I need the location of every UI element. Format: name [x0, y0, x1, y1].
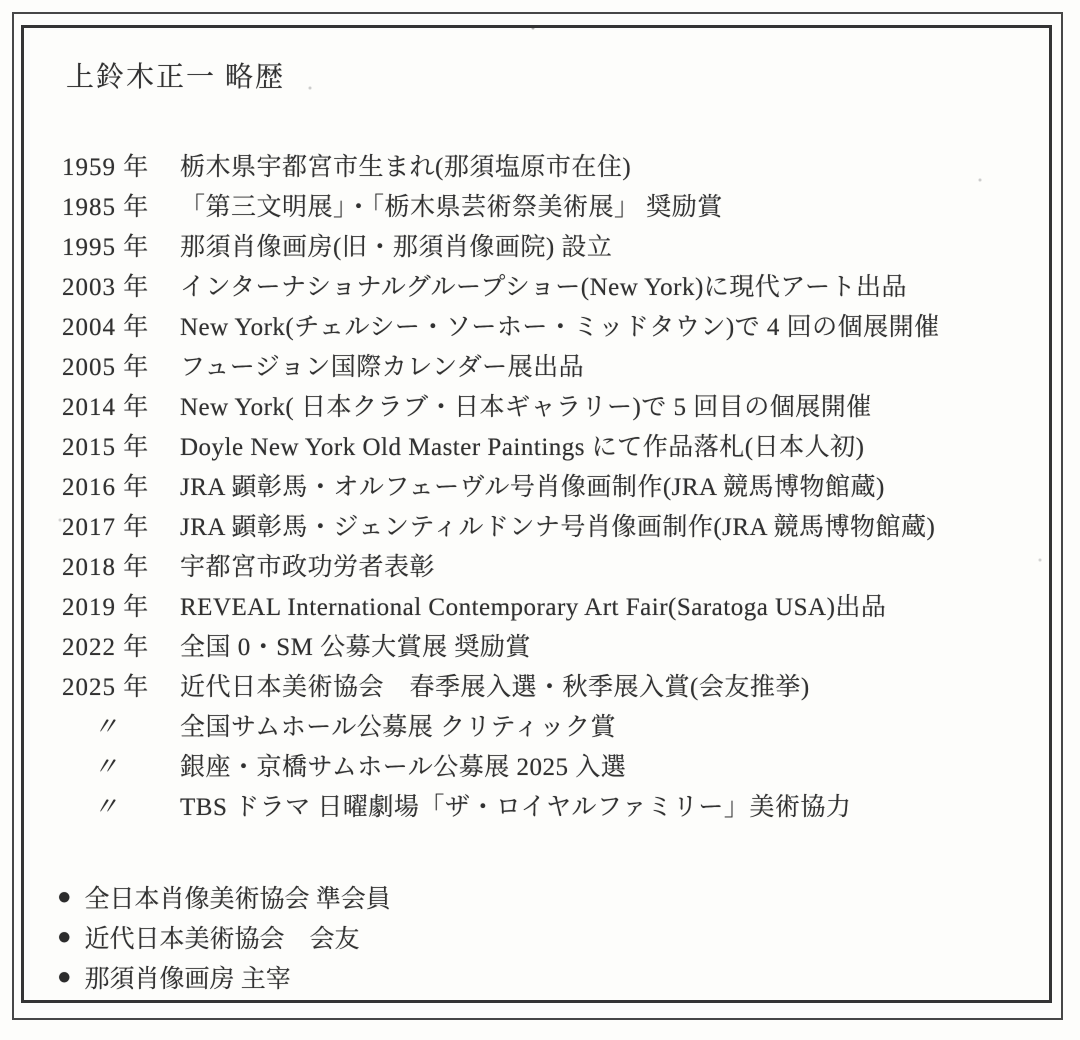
timeline-year: 2003 年: [62, 274, 150, 301]
timeline-text: 那須肖像画房(旧・那須肖像画院) 設立: [180, 234, 613, 261]
timeline-row: [62, 385, 1049, 425]
timeline-year: 2019 年: [62, 594, 150, 621]
membership-text: 全日本肖像美術協会 準会員: [84, 886, 391, 913]
timeline-year: 2018 年: [62, 554, 150, 581]
membership-item: [57, 877, 1049, 917]
timeline-text: 近代日本美術協会 春季展入選・秋季展入賞(会友推挙): [180, 674, 810, 701]
timeline-row: [62, 585, 1049, 625]
timeline-text: Doyle New York Old Master Paintings にて作品落札(日本人初): [180, 434, 865, 461]
timeline-text: 栃木県宇都宮市生まれ(那須塩原市在住): [180, 154, 632, 181]
timeline-ditto-mark: 〃: [92, 714, 119, 741]
timeline-year: 2004 年: [62, 314, 150, 341]
timeline-year: 1985 年: [62, 194, 150, 221]
timeline-row: [62, 705, 1049, 745]
timeline-year: 2005 年: [62, 354, 150, 381]
timeline-row: [62, 345, 1049, 385]
membership-item: [57, 917, 1049, 957]
timeline-text: JRA 顕彰馬・ジェンティルドンナ号肖像画制作(JRA 競馬博物館蔵): [180, 514, 936, 541]
timeline-text: New York( 日本クラブ・日本ギャラリー)で 5 回目の個展開催: [180, 394, 872, 421]
timeline-year: 2014 年: [62, 394, 150, 421]
timeline-ditto-mark: 〃: [92, 754, 119, 781]
timeline-text: 全国サムホール公募展 クリティック賞: [180, 714, 617, 741]
timeline-year: 1959 年: [62, 154, 150, 181]
timeline-row: [62, 425, 1049, 465]
timeline-list: [62, 145, 1049, 825]
membership-text: 近代日本美術協会 会友: [84, 926, 360, 953]
membership-text: 那須肖像画房 主宰: [84, 966, 291, 993]
timeline-text: New York(チェルシー・ソーホー・ミッドタウン)で 4 回の個展開催: [180, 314, 940, 341]
membership-item: [57, 957, 1049, 997]
timeline-text: JRA 顕彰馬・オルフェーヴル号肖像画制作(JRA 競馬博物館蔵): [180, 474, 885, 501]
timeline-year: 2022 年: [62, 634, 150, 661]
page-title: 上鈴木正一 略歴: [66, 62, 286, 93]
timeline-row: [62, 505, 1049, 545]
timeline-text: 宇都宮市政功労者表彰: [180, 554, 436, 581]
timeline-text: 全国 0・SM 公募大賞展 奨励賞: [180, 634, 531, 661]
timeline-row: [62, 785, 1049, 825]
timeline-row: [62, 305, 1049, 345]
bullet-icon: ●: [57, 884, 72, 910]
bullet-icon: ●: [57, 964, 72, 990]
timeline-year: 2017 年: [62, 514, 150, 541]
timeline-row: [62, 625, 1049, 665]
timeline-row: [62, 745, 1049, 785]
timeline-text: REVEAL International Contemporary Art Fair(Saratoga USA)出品: [180, 594, 887, 621]
membership-list: [57, 877, 1049, 997]
timeline-text: TBS ドラマ 日曜劇場「ザ・ロイヤルファミリー」美術協力: [180, 794, 852, 821]
timeline-ditto-mark: 〃: [92, 794, 119, 821]
timeline-row: [62, 185, 1049, 225]
timeline-row: [62, 225, 1049, 265]
timeline-row: [62, 465, 1049, 505]
timeline-year: 2015 年: [62, 434, 150, 461]
timeline-year: 1995 年: [62, 234, 150, 261]
timeline-text: インターナショナルグループショー(New York)に現代アート出品: [180, 274, 908, 301]
timeline-row: [62, 145, 1049, 185]
timeline-row: [62, 545, 1049, 585]
timeline-text: フュージョン国際カレンダー展出品: [180, 354, 585, 381]
timeline-year: 2025 年: [62, 674, 150, 701]
timeline-text: 「第三文明展」・「栃木県芸術祭美術展」 奨励賞: [180, 194, 723, 221]
timeline-year: 2016 年: [62, 474, 150, 501]
timeline-row: [62, 265, 1049, 305]
inner-border-frame: [21, 25, 1052, 1003]
timeline-text: 銀座・京橋サムホール公募展 2025 入選: [180, 754, 627, 781]
timeline-row: [62, 665, 1049, 705]
bullet-icon: ●: [57, 924, 72, 950]
